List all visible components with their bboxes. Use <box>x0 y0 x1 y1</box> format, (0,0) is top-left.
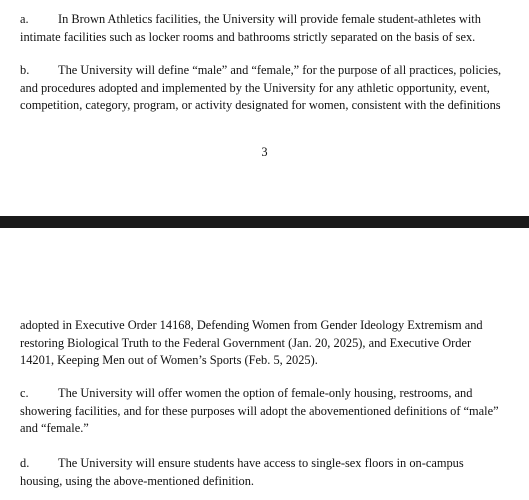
paragraph-b-line-3: competition, category, program, or activity designated for women, consistent with the definitions <box>20 98 501 112</box>
paragraph-b-marker: b. <box>20 63 30 77</box>
page-break-divider <box>0 216 529 228</box>
paragraph-a-marker: a. <box>20 12 29 26</box>
paragraph-b <box>20 62 520 115</box>
paragraph-d-line-2: housing, using the above-mentioned definition. <box>20 473 255 488</box>
paragraph-d <box>20 455 520 490</box>
paragraph-b-continuation <box>20 317 520 370</box>
paragraph-a <box>20 11 520 46</box>
paragraph-d-line-1: The University will ensure students have access to single-sex floors in on-campus <box>58 456 464 470</box>
continuation-line-3: 14201, Keeping Men out of Women’s Sports (Feb. 5, 2025). <box>20 353 318 367</box>
document-page-upper <box>0 0 529 216</box>
continuation-line-1: adopted in Executive Order 14168, Defending Women from Gender Ideology Extremism and <box>20 318 483 332</box>
paragraph-b-line-2: and procedures adopted and implemented by the University for any athletic opportunity, event, <box>20 80 490 95</box>
page-number: 3 <box>261 145 268 159</box>
paragraph-a-line-2: intimate facilities such as locker rooms and bathrooms strictly separated on the basis of sex. <box>20 29 476 44</box>
paragraph-a-line-1: In Brown Athletics facilities, the University will provide female student-athletes with <box>58 12 481 26</box>
paragraph-c-line-2: showering facilities, and for these purposes will adopt the abovementioned definitions of “male” <box>20 403 499 418</box>
paragraph-c-marker: c. <box>20 386 29 400</box>
paragraph-c-line-1: The University will offer women the option of female-only housing, restrooms, and <box>58 386 473 400</box>
paragraph-c <box>20 385 520 438</box>
paragraph-d-marker: d. <box>20 456 30 470</box>
paragraph-b-line-1: The University will define “male” and “female,” for the purpose of all practices, policies, <box>58 63 502 77</box>
paragraph-c-line-3: and “female.” <box>20 421 89 435</box>
continuation-line-2: restoring Biological Truth to the Federal Government (Jan. 20, 2025), and Executive Order <box>20 335 472 350</box>
